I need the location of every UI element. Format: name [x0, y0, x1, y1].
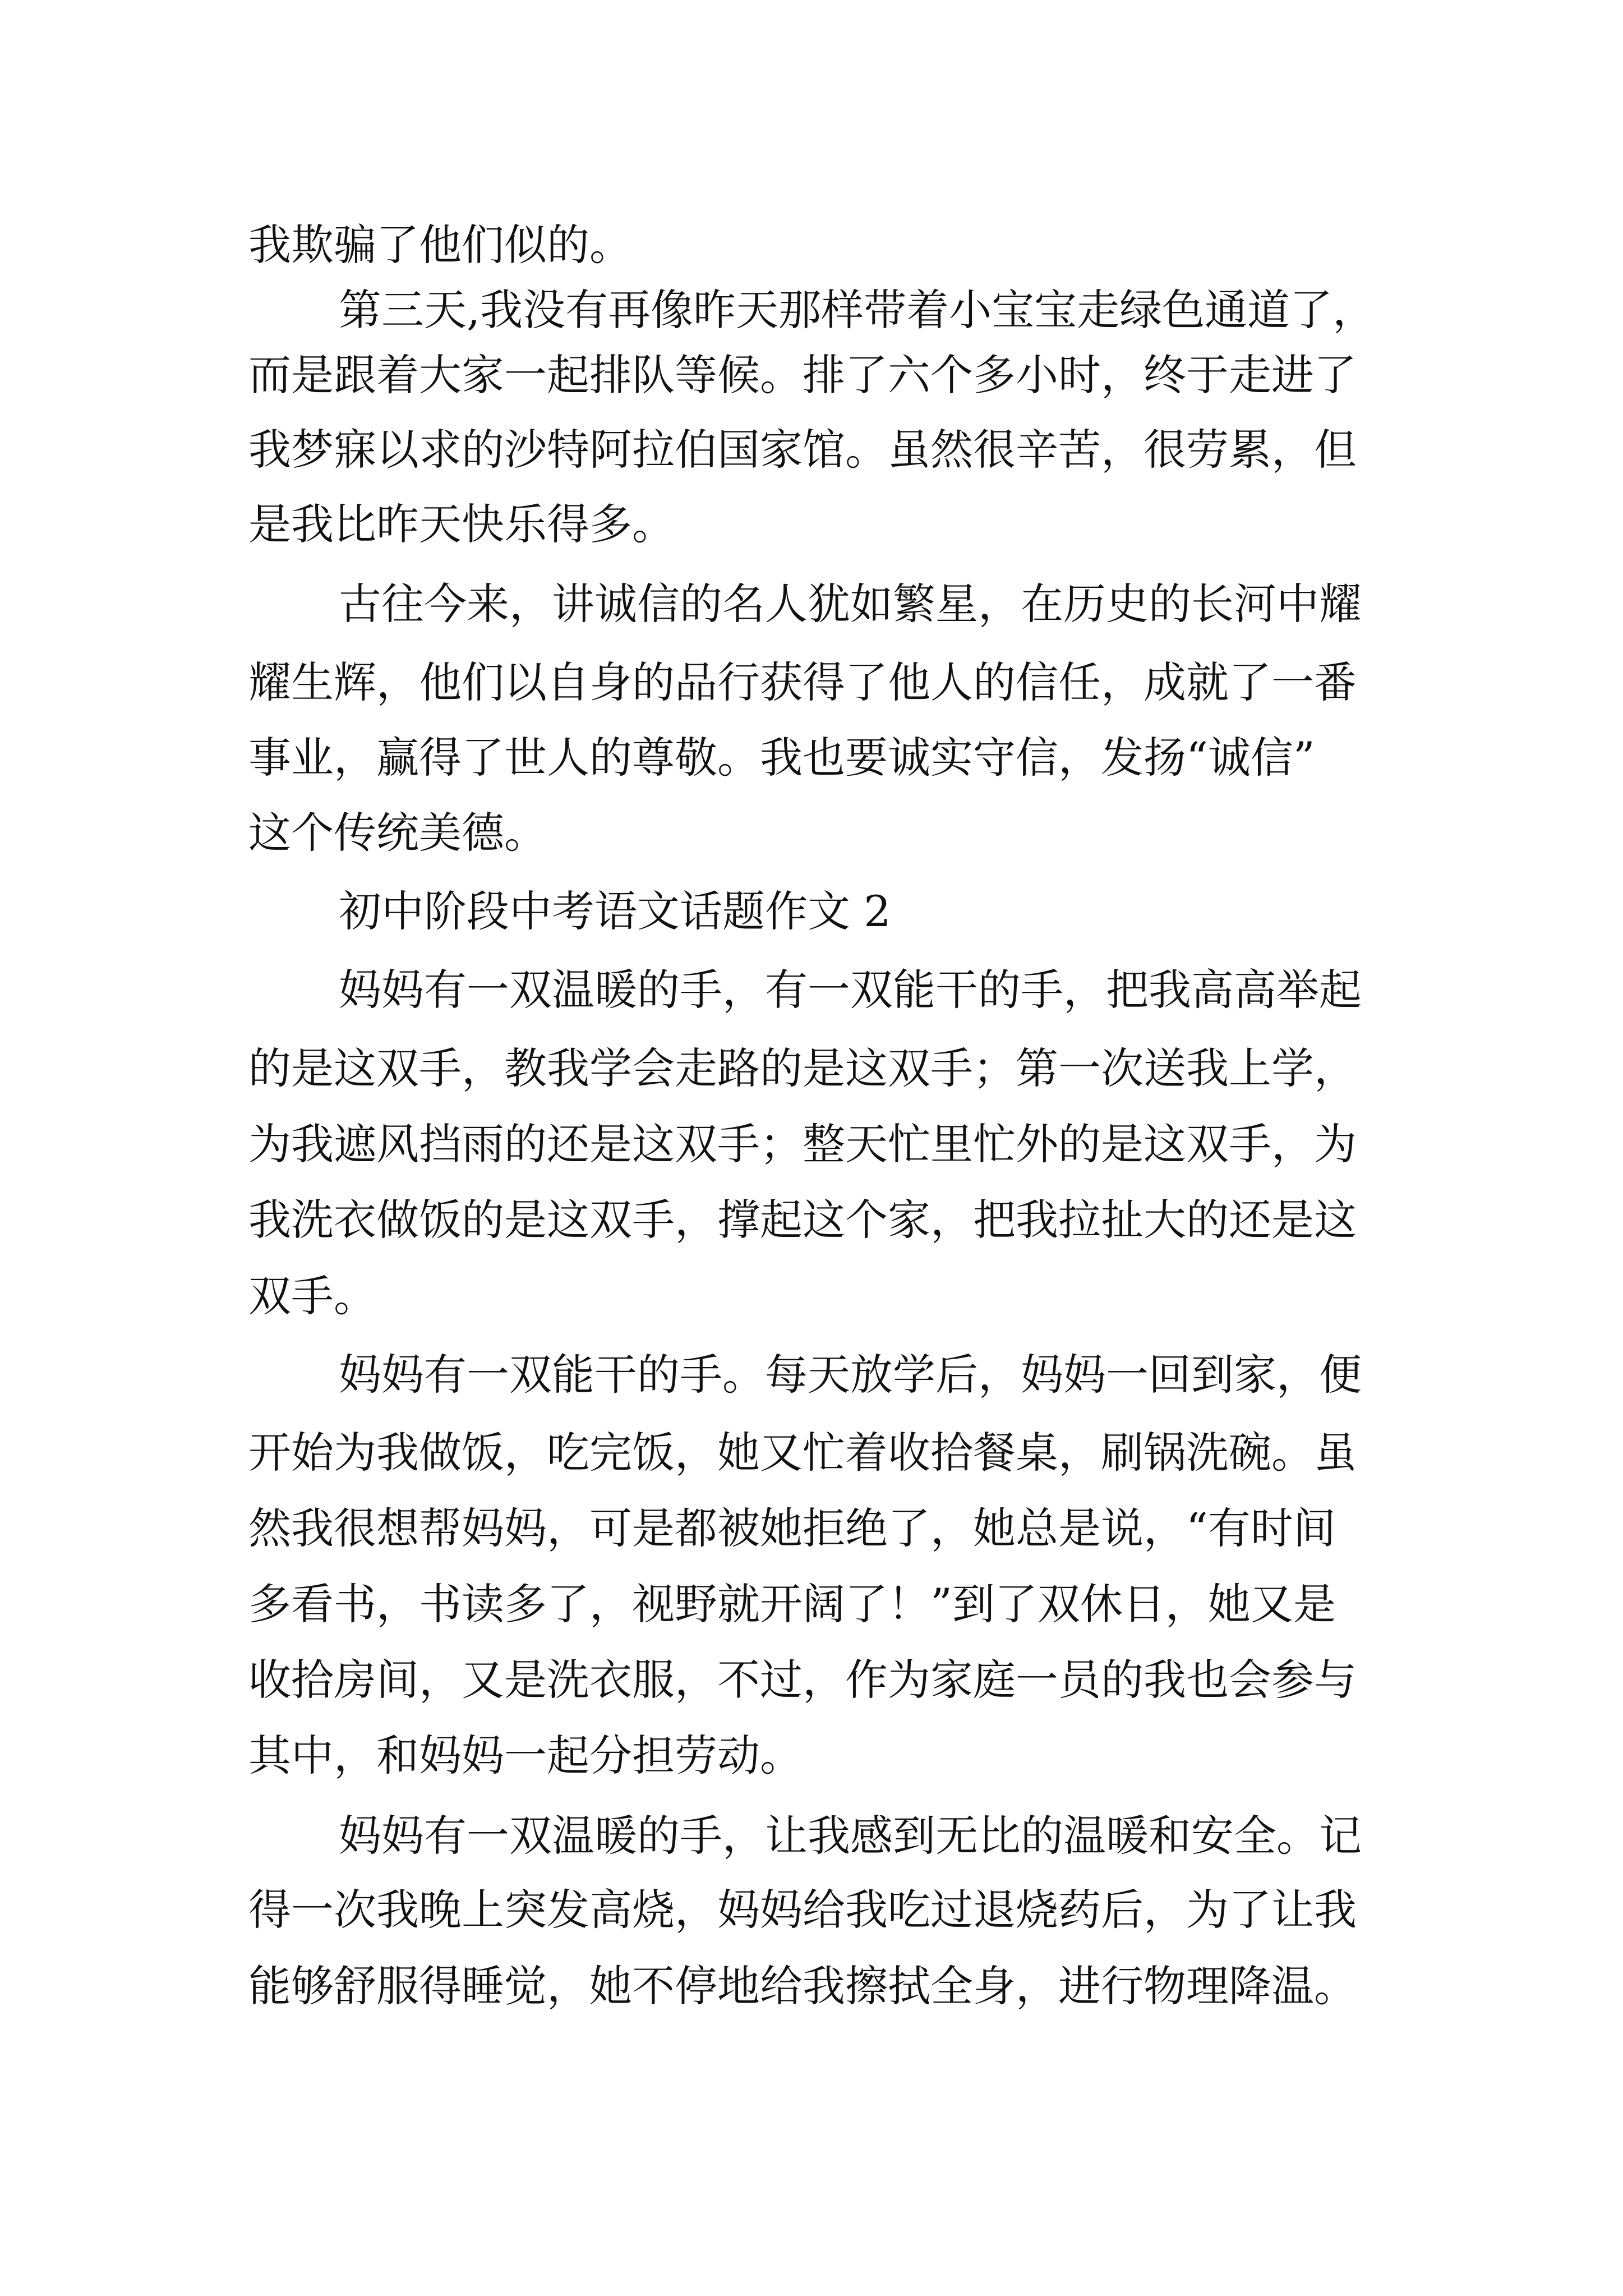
- text-line: 双手。: [248, 1271, 376, 1321]
- text-line: 古往今来，讲诚信的名人犹如繁星，在历史的长河中耀: [339, 579, 1362, 629]
- text-line: 事业，赢得了世人的尊敬。我也要诚实守信，发扬“诚信”: [248, 733, 1315, 783]
- text-line: 耀生辉，他们以自身的品行获得了他人的信任，成就了一番: [248, 657, 1357, 707]
- text-line: 多看书，书读多了，视野就开阔了！”到了双休日，她又是: [248, 1579, 1336, 1629]
- text-line: 其中，和妈妈一起分担劳动。: [248, 1731, 803, 1780]
- text-line: 而是跟着大家一起排队等候。排了六个多小时，终于走进了: [248, 350, 1357, 400]
- text-line: 是我比昨天快乐得多。: [248, 499, 675, 549]
- text-line: 能够舒服得睡觉，她不停地给我擦拭全身，进行物理降温。: [248, 1961, 1357, 2011]
- text-line: 的是这双手，教我学会走路的是这双手；第一次送我上学，: [248, 1043, 1357, 1093]
- text-line: 第三天,我没有再像昨天那样带着小宝宝走绿色通道了，: [339, 285, 1376, 335]
- text-line: 我洗衣做饭的是这双手，撑起这个家，把我拉扯大的还是这: [248, 1195, 1357, 1245]
- text-line: 开始为我做饭，吃完饭，她又忙着收拾餐桌，刷锅洗碗。虽: [248, 1428, 1357, 1478]
- section-heading: 初中阶段中考语文话题作文 2: [339, 886, 891, 936]
- text-line: 然我很想帮妈妈，可是都被她拒绝了，她总是说，“有时间: [248, 1503, 1336, 1553]
- text-line: 妈妈有一双温暖的手，让我感到无比的温暖和安全。记: [339, 1811, 1362, 1861]
- text-line: 收拾房间，又是洗衣服，不过，作为家庭一员的我也会参与: [248, 1655, 1357, 1705]
- text-line: 这个传统美德。: [248, 808, 547, 858]
- text-line: 我欺骗了他们似的。: [248, 220, 632, 270]
- text-line: 妈妈有一双能干的手。每天放学后，妈妈一回到家，便: [339, 1350, 1362, 1400]
- text-line: 得一次我晚上突发高烧，妈妈给我吃过退烧药后，为了让我: [248, 1885, 1357, 1935]
- text-line: 我梦寐以求的沙特阿拉伯国家馆。虽然很辛苦，很劳累，但: [248, 425, 1357, 475]
- text-line: 妈妈有一双温暖的手，有一双能干的手，把我高高举起: [339, 965, 1362, 1015]
- text-line: 为我遮风挡雨的还是这双手；整天忙里忙外的是这双手，为: [248, 1119, 1357, 1169]
